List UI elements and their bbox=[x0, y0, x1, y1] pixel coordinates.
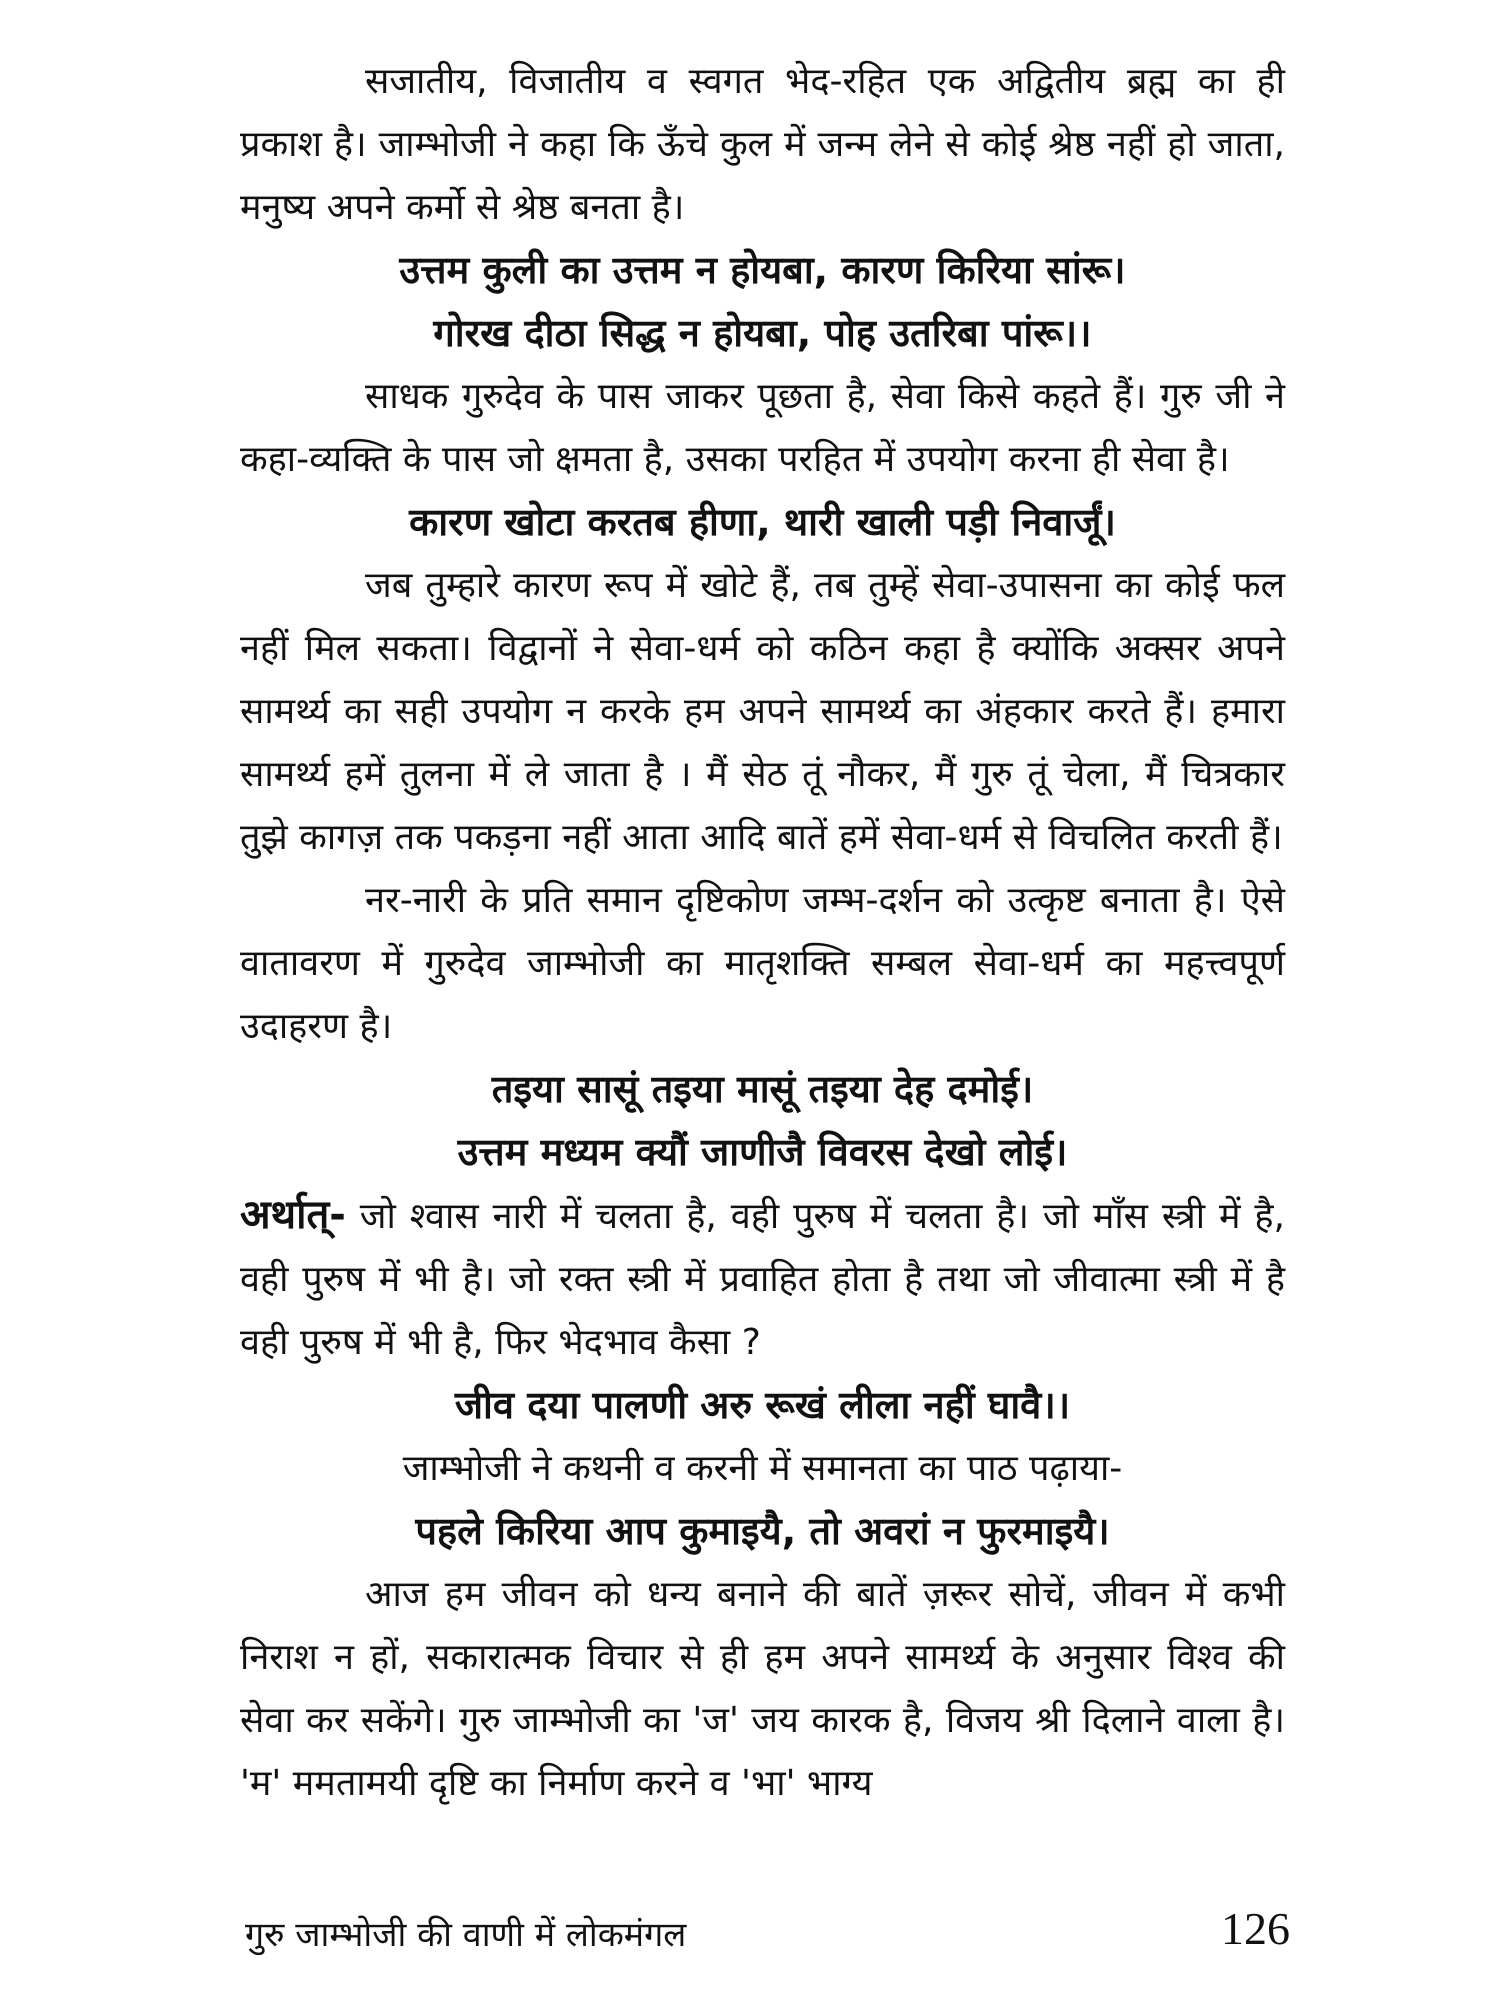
page-body bbox=[240, 50, 1285, 1815]
paragraph-seva-question: साधक गुरुदेव के पास जाकर पूछता है, सेवा किसे कहते हैं। गुरु जी ने कहा-व्यक्ति के पास जो क्षमता है, उसका परहित में उपयोग करना ही सेवा है। bbox=[240, 376, 1285, 480]
paragraph-nar-nari: नर-नारी के प्रति समान दृष्टिकोण जम्भ-दर्शन को उत्कृष्ट बनाता है। ऐसे वातावरण में गुरुदेव जाम्भोजी का मातृशक्ति सम्बल सेवा-धर्म का महत्त्वपूर्ण उदाहरण है। bbox=[240, 880, 1285, 1047]
verse-gorakh: गोरख दीठा सिद्ध न होयबा, पोह उतरिबा पांरू।। bbox=[433, 311, 1092, 355]
paragraph-kathani-karani: जाम्भोजी ने कथनी व करनी में समानता का पाठ पढ़ाया- bbox=[402, 1448, 1123, 1489]
verse-karan-khota: कारण खोटा करतब हीणा, थारी खाली पड़ी निवार्जूं। bbox=[409, 500, 1116, 544]
arthat-text: जो श्वास नारी में चलता है, वही पुरुष में चलता है। जो माँस स्त्री में है, वही पुरुष में भी है। जो रक्त स्त्री में प्रवाहित होता है तथा जो जीवात्मा स्त्री में है वही पुरुष में भी है, फिर भेदभाव कैसा ? bbox=[240, 1196, 1285, 1363]
book-title: गुरु जाम्भोजी की वाणी में लोकमंगल bbox=[245, 1915, 687, 1955]
page-number: 126 bbox=[1221, 1903, 1290, 1954]
verse-uttam-kuli: उत्तम कुली का उत्तम न होयबा, कारण किरिया सांरू। bbox=[399, 248, 1126, 292]
verse-taiya-sasun: तइया सासूं तइया मासूं तइया देह दमोई। bbox=[491, 1067, 1034, 1111]
verse-jeev-daya: जीव दया पालणी अरु रूखं लीला नहीं घावै।। bbox=[454, 1383, 1071, 1427]
paragraph-seva-dharma: जब तुम्हारे कारण रूप में खोटे हैं, तब तुम्हें सेवा-उपासना का कोई फल नहीं मिल सकता। विद्वानों ने सेवा-धर्म को कठिन कहा है क्योंकि अक्सर अपने सामर्थ्य का सही उपयोग न करके हम अपने सामर्थ्य का अंहकार करते हैं। हमारा सामर्थ्य हमें तुलना में ले जाता है । मैं सेठ तूं नौकर, मैं गुरु तूं चेला, मैं चित्रकार तुझे कागज़ तक पकड़ना नहीं आता आदि बातें हमें सेवा-धर्म से विचलित करती हैं। bbox=[240, 565, 1285, 858]
paragraph-aaj-hum: आज हम जीवन को धन्य बनाने की बातें ज़रूर सोचें, जीवन में कभी निराश न हों, सकारात्मक विचार से ही हम अपने सामर्थ्य के अनुसार विश्व की सेवा कर सकेंगे। गुरु जाम्भोजी का 'ज' जय कारक है, विजय श्री दिलाने वाला है। 'म' ममतामयी दृष्टि का निर्माण करने व 'भा' भाग्य bbox=[240, 1574, 1285, 1804]
paragraph-arthat bbox=[240, 1184, 1285, 1374]
arthat-label: अर्थात्- bbox=[240, 1192, 346, 1238]
verse-pahle-kiriya: पहले किरिया आप कुमाइयै, तो अवरां न फुरमाइयै। bbox=[415, 1509, 1110, 1553]
paragraph-brahma: सजातीय, विजातीय व स्वगत भेद-रहित एक अद्वितीय ब्रह्म का ही प्रकाश है। जाम्भोजी ने कहा कि ऊँचे कुल में जन्म लेने से कोई श्रेष्ठ नहीं हो जाता, मनुष्य अपने कर्मो से श्रेष्ठ बनता है। bbox=[240, 61, 1285, 228]
verse-uttam-madhyam: उत्तम मध्यम क्यौं जाणीजै विवरस देखो लोई। bbox=[457, 1130, 1068, 1174]
